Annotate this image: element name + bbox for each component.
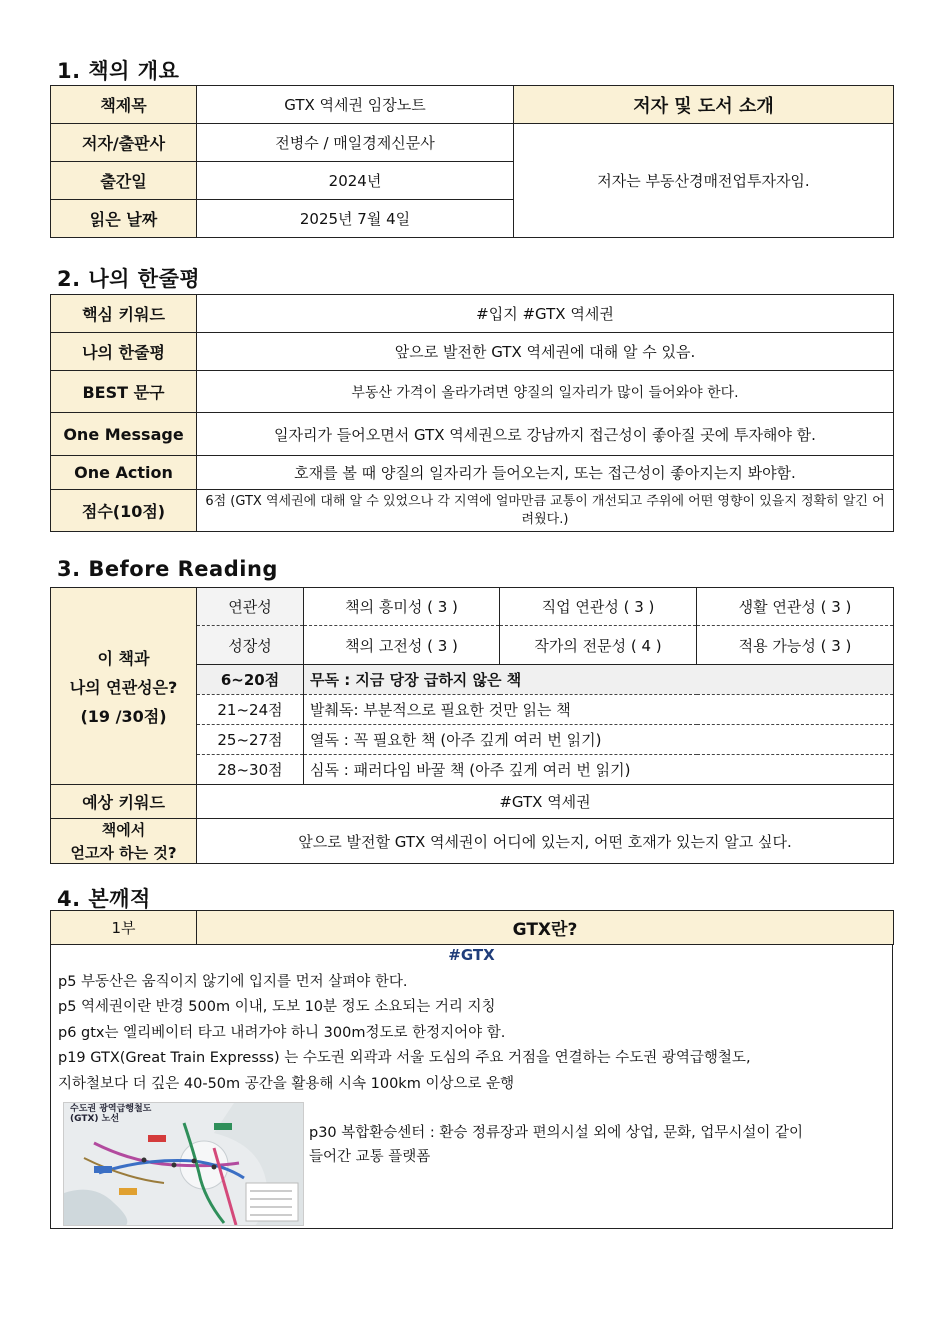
notes-header-table xyxy=(50,910,894,945)
overview-table xyxy=(50,85,894,238)
read-date-value: 2025년 7월 4일 xyxy=(197,200,514,238)
goal-label: 책에서 얻고자 하는 것? xyxy=(51,819,197,864)
one-action-label: One Action xyxy=(51,456,197,490)
score-value: 6점 (GTX 역세권에 대해 알 수 있었으나 각 지역에 얼마만큼 교통이 개선되고 주위에 어떤 영향이 있을지 정확히 알긴 어려웠다.) xyxy=(197,490,894,532)
review-table xyxy=(50,294,894,532)
expected-keyword-label: 예상 키워드 xyxy=(51,785,197,819)
criteria-classic: 책의 고전성 ( 3 ) xyxy=(304,626,500,665)
side-note: p30 복합환승센터 : 환승 정류장과 편의시설 외에 상업, 문화, 업무시설이 같이 들어간 교통 플랫폼 xyxy=(309,1125,804,1165)
criteria-relevance: 연관성 xyxy=(197,588,304,626)
read-date-label: 읽은 날짜 xyxy=(51,200,197,238)
section-3-title: 3. Before Reading xyxy=(57,557,278,581)
gtx-route-map-image xyxy=(63,1102,304,1226)
keyword-value: #입지 #GTX 역세권 xyxy=(197,295,894,333)
one-line-label: 나의 한줄평 xyxy=(51,333,197,371)
publish-label: 출간일 xyxy=(51,162,197,200)
notes-body xyxy=(50,944,893,1229)
best-quote-value: 부동산 가격이 올라가려면 양질의 일자리가 많이 들어와야 한다. xyxy=(197,371,894,413)
criteria-interest: 책의 흥미성 ( 3 ) xyxy=(304,588,500,626)
one-action-value: 호재를 볼 때 양질의 일자리가 들어오는지, 또는 접근성이 좋아지는지 봐야함. xyxy=(197,456,894,490)
score-desc-3: 열독 : 꼭 필요한 책 (아주 깊게 여러 번 읽기) xyxy=(304,725,894,755)
expected-keyword-value: #GTX 역세권 xyxy=(197,785,894,819)
note-line: p5 부동산은 움직이지 않기에 입지를 먼저 살펴야 한다. xyxy=(58,974,408,990)
score-range-3: 25~27점 xyxy=(197,725,304,755)
author-value: 전병수 / 매일경제신문사 xyxy=(197,124,514,162)
title-value: GTX 역세권 임장노트 xyxy=(197,86,514,124)
score-desc-1: 무독 : 지금 당장 급하지 않은 책 xyxy=(304,665,894,695)
note-line: p6 gtx는 엘리베이터 타고 내려가야 하니 300m정도로 한정지어야 함. xyxy=(58,1025,506,1041)
best-quote-label: BEST 문구 xyxy=(51,371,197,413)
criteria-growth: 성장성 xyxy=(197,626,304,665)
notes-hashtag: #GTX xyxy=(448,946,495,964)
map-title: 수도권 광역급행철도 (GTX) 노선 xyxy=(70,1104,152,1124)
score-desc-2: 발췌독: 부분적으로 필요한 것만 읽는 책 xyxy=(304,695,894,725)
author-label: 저자/출판사 xyxy=(51,124,197,162)
relevance-label: 이 책과 나의 연관성은? (19 /30점) xyxy=(51,588,197,785)
title-label: 책제목 xyxy=(51,86,197,124)
criteria-job: 직업 연관성 ( 3 ) xyxy=(500,588,697,626)
score-desc-4: 심독 : 패러다임 바꿀 책 (아주 깊게 여러 번 읽기) xyxy=(304,755,894,785)
score-label: 점수(10점) xyxy=(51,490,197,532)
one-line-value: 앞으로 발전한 GTX 역세권에 대해 알 수 있음. xyxy=(197,333,894,371)
publish-value: 2024년 xyxy=(197,162,514,200)
note-line: 지하철보다 더 깊은 40-50m 공간을 활용해 시속 100km 이상으로 운행 xyxy=(58,1076,515,1092)
score-range-2: 21~24점 xyxy=(197,695,304,725)
one-message-label: One Message xyxy=(51,413,197,456)
before-reading-table xyxy=(50,587,894,864)
note-line: p19 GTX(Great Train Expresss) 는 수도권 외곽과 서울 도심의 주요 거점을 연결하는 수도권 광역급행철도, xyxy=(58,1050,751,1066)
intro-header: 저자 및 도서 소개 xyxy=(514,86,894,124)
one-message-value: 일자리가 들어오면서 GTX 역세권으로 강남까지 접근성이 좋아질 곳에 투자해야 함. xyxy=(197,413,894,456)
part-title: GTX란? xyxy=(197,911,894,945)
criteria-applicability: 적용 가능성 ( 3 ) xyxy=(697,626,894,665)
part-label: 1부 xyxy=(51,911,197,945)
keyword-label: 핵심 키워드 xyxy=(51,295,197,333)
intro-text: 저자는 부동산경매전업투자자임. xyxy=(514,124,894,238)
score-range-4: 28~30점 xyxy=(197,755,304,785)
goal-value: 앞으로 발전할 GTX 역세권이 어디에 있는지, 어떤 호재가 있는지 알고 싶다. xyxy=(197,819,894,864)
section-2-title: 2. 나의 한줄평 xyxy=(57,267,201,291)
criteria-expertise: 작가의 전문성 ( 4 ) xyxy=(500,626,697,665)
section-4-title: 4. 본깨적 xyxy=(57,887,151,911)
score-range-1: 6~20점 xyxy=(197,665,304,695)
criteria-life: 생활 연관성 ( 3 ) xyxy=(697,588,894,626)
section-1-title: 1. 책의 개요 xyxy=(57,59,180,83)
note-line: p5 역세권이란 반경 500m 이내, 도보 10분 정도 소요되는 거리 지칭 xyxy=(58,999,496,1015)
